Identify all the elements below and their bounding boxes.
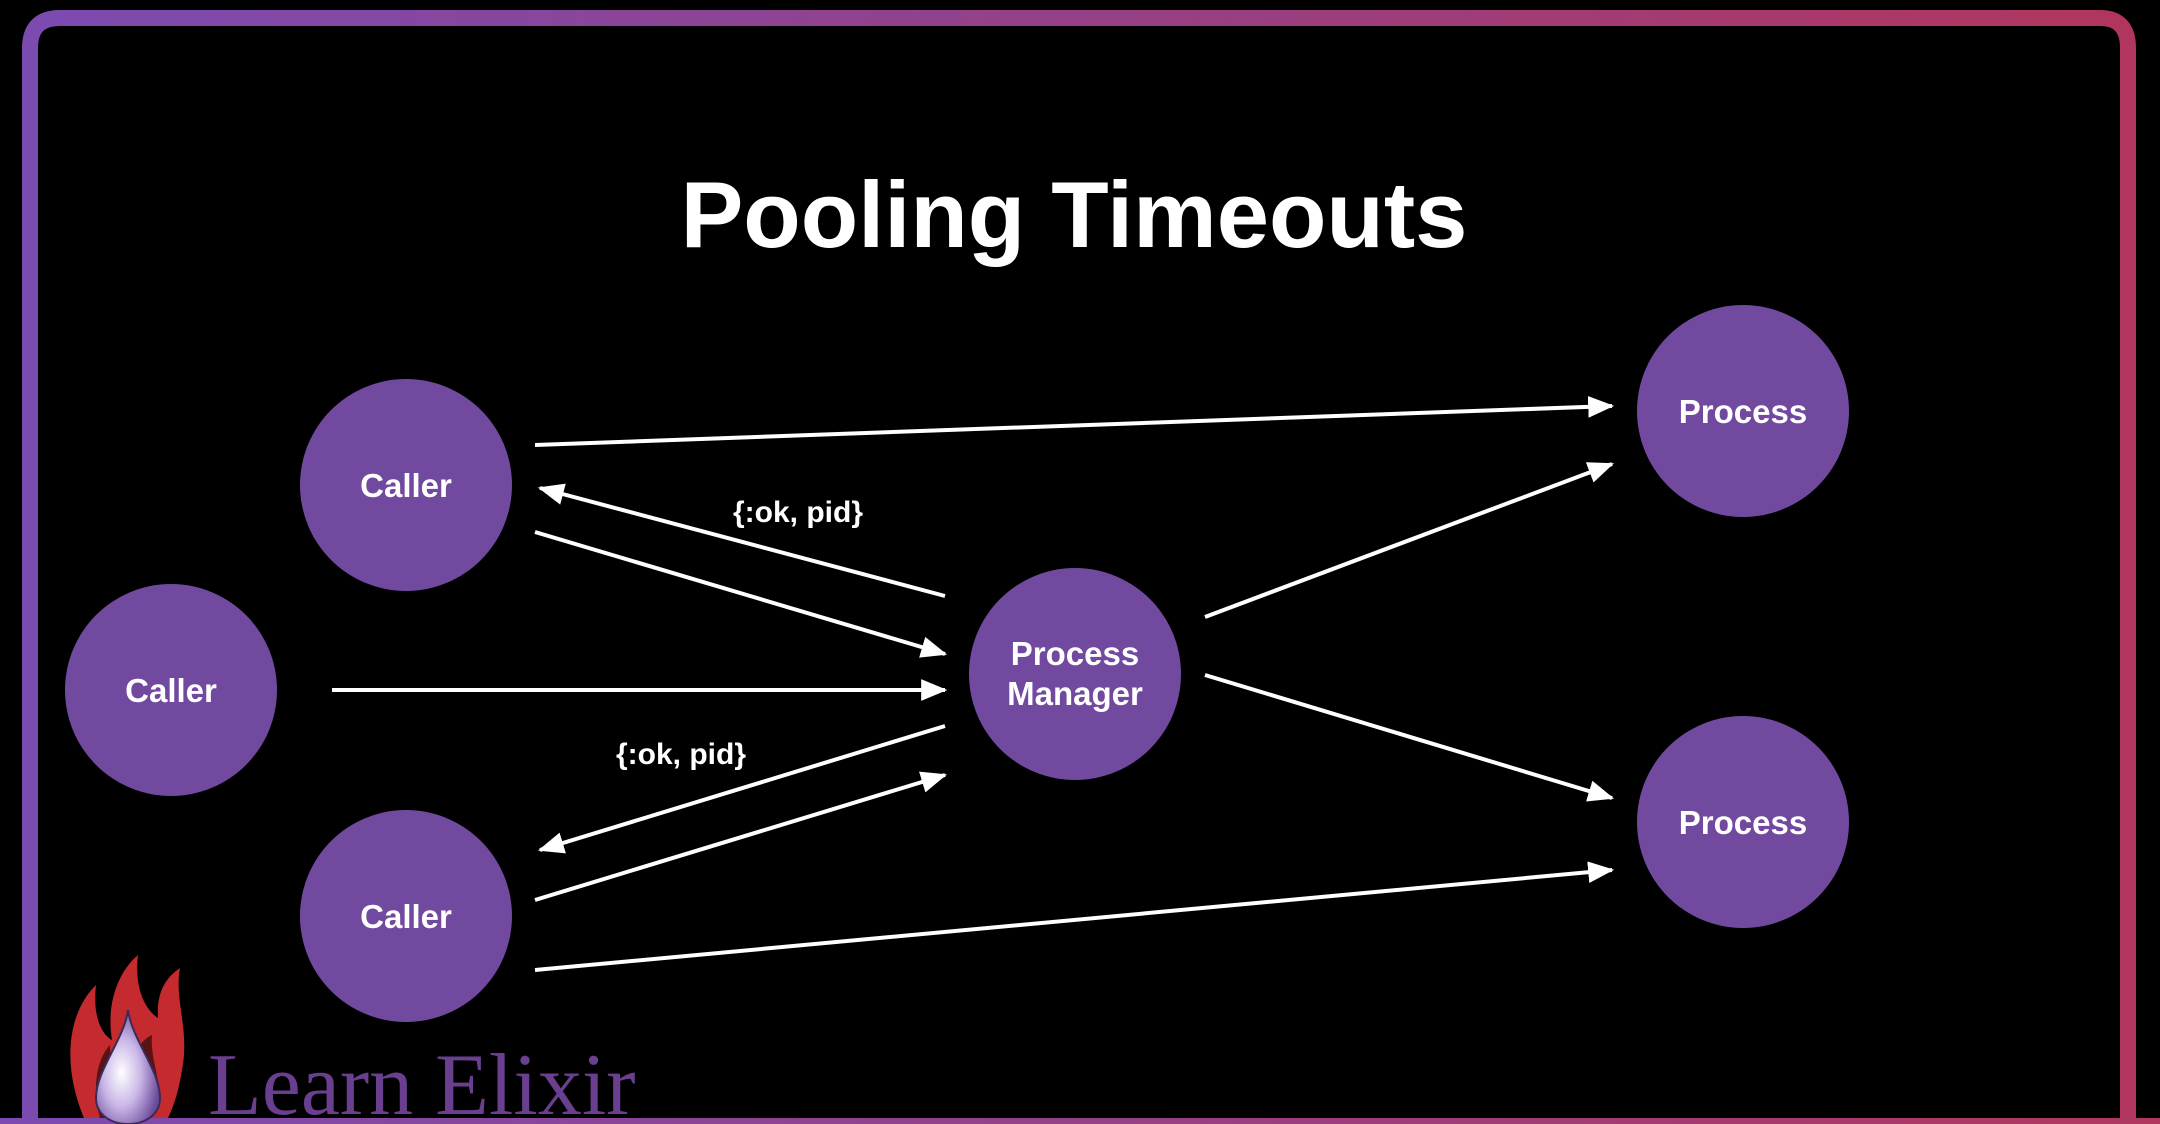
node-label: Caller — [360, 467, 452, 504]
node-process-bottom — [1637, 716, 1849, 928]
page-title: Pooling Timeouts — [680, 162, 1468, 267]
node-label-line1: Process — [1010, 635, 1140, 672]
node-label: Caller — [360, 898, 452, 935]
node-label: Caller — [125, 672, 217, 709]
node-circle — [969, 568, 1181, 780]
edge-label-reply-top: {:ok, pid} — [732, 496, 864, 529]
node-process-manager — [969, 568, 1181, 780]
node-caller-top — [300, 379, 512, 591]
node-caller-bottom — [300, 810, 512, 1022]
node-process-top — [1637, 305, 1849, 517]
node-label: Process — [1678, 393, 1808, 430]
brand-text: Learn Elixir — [208, 1037, 636, 1124]
node-caller-left — [65, 584, 277, 796]
node-label-line2: Manager — [1007, 675, 1143, 712]
edge-label-reply-bottom: {:ok, pid} — [615, 738, 747, 771]
node-label: Process — [1678, 804, 1808, 841]
